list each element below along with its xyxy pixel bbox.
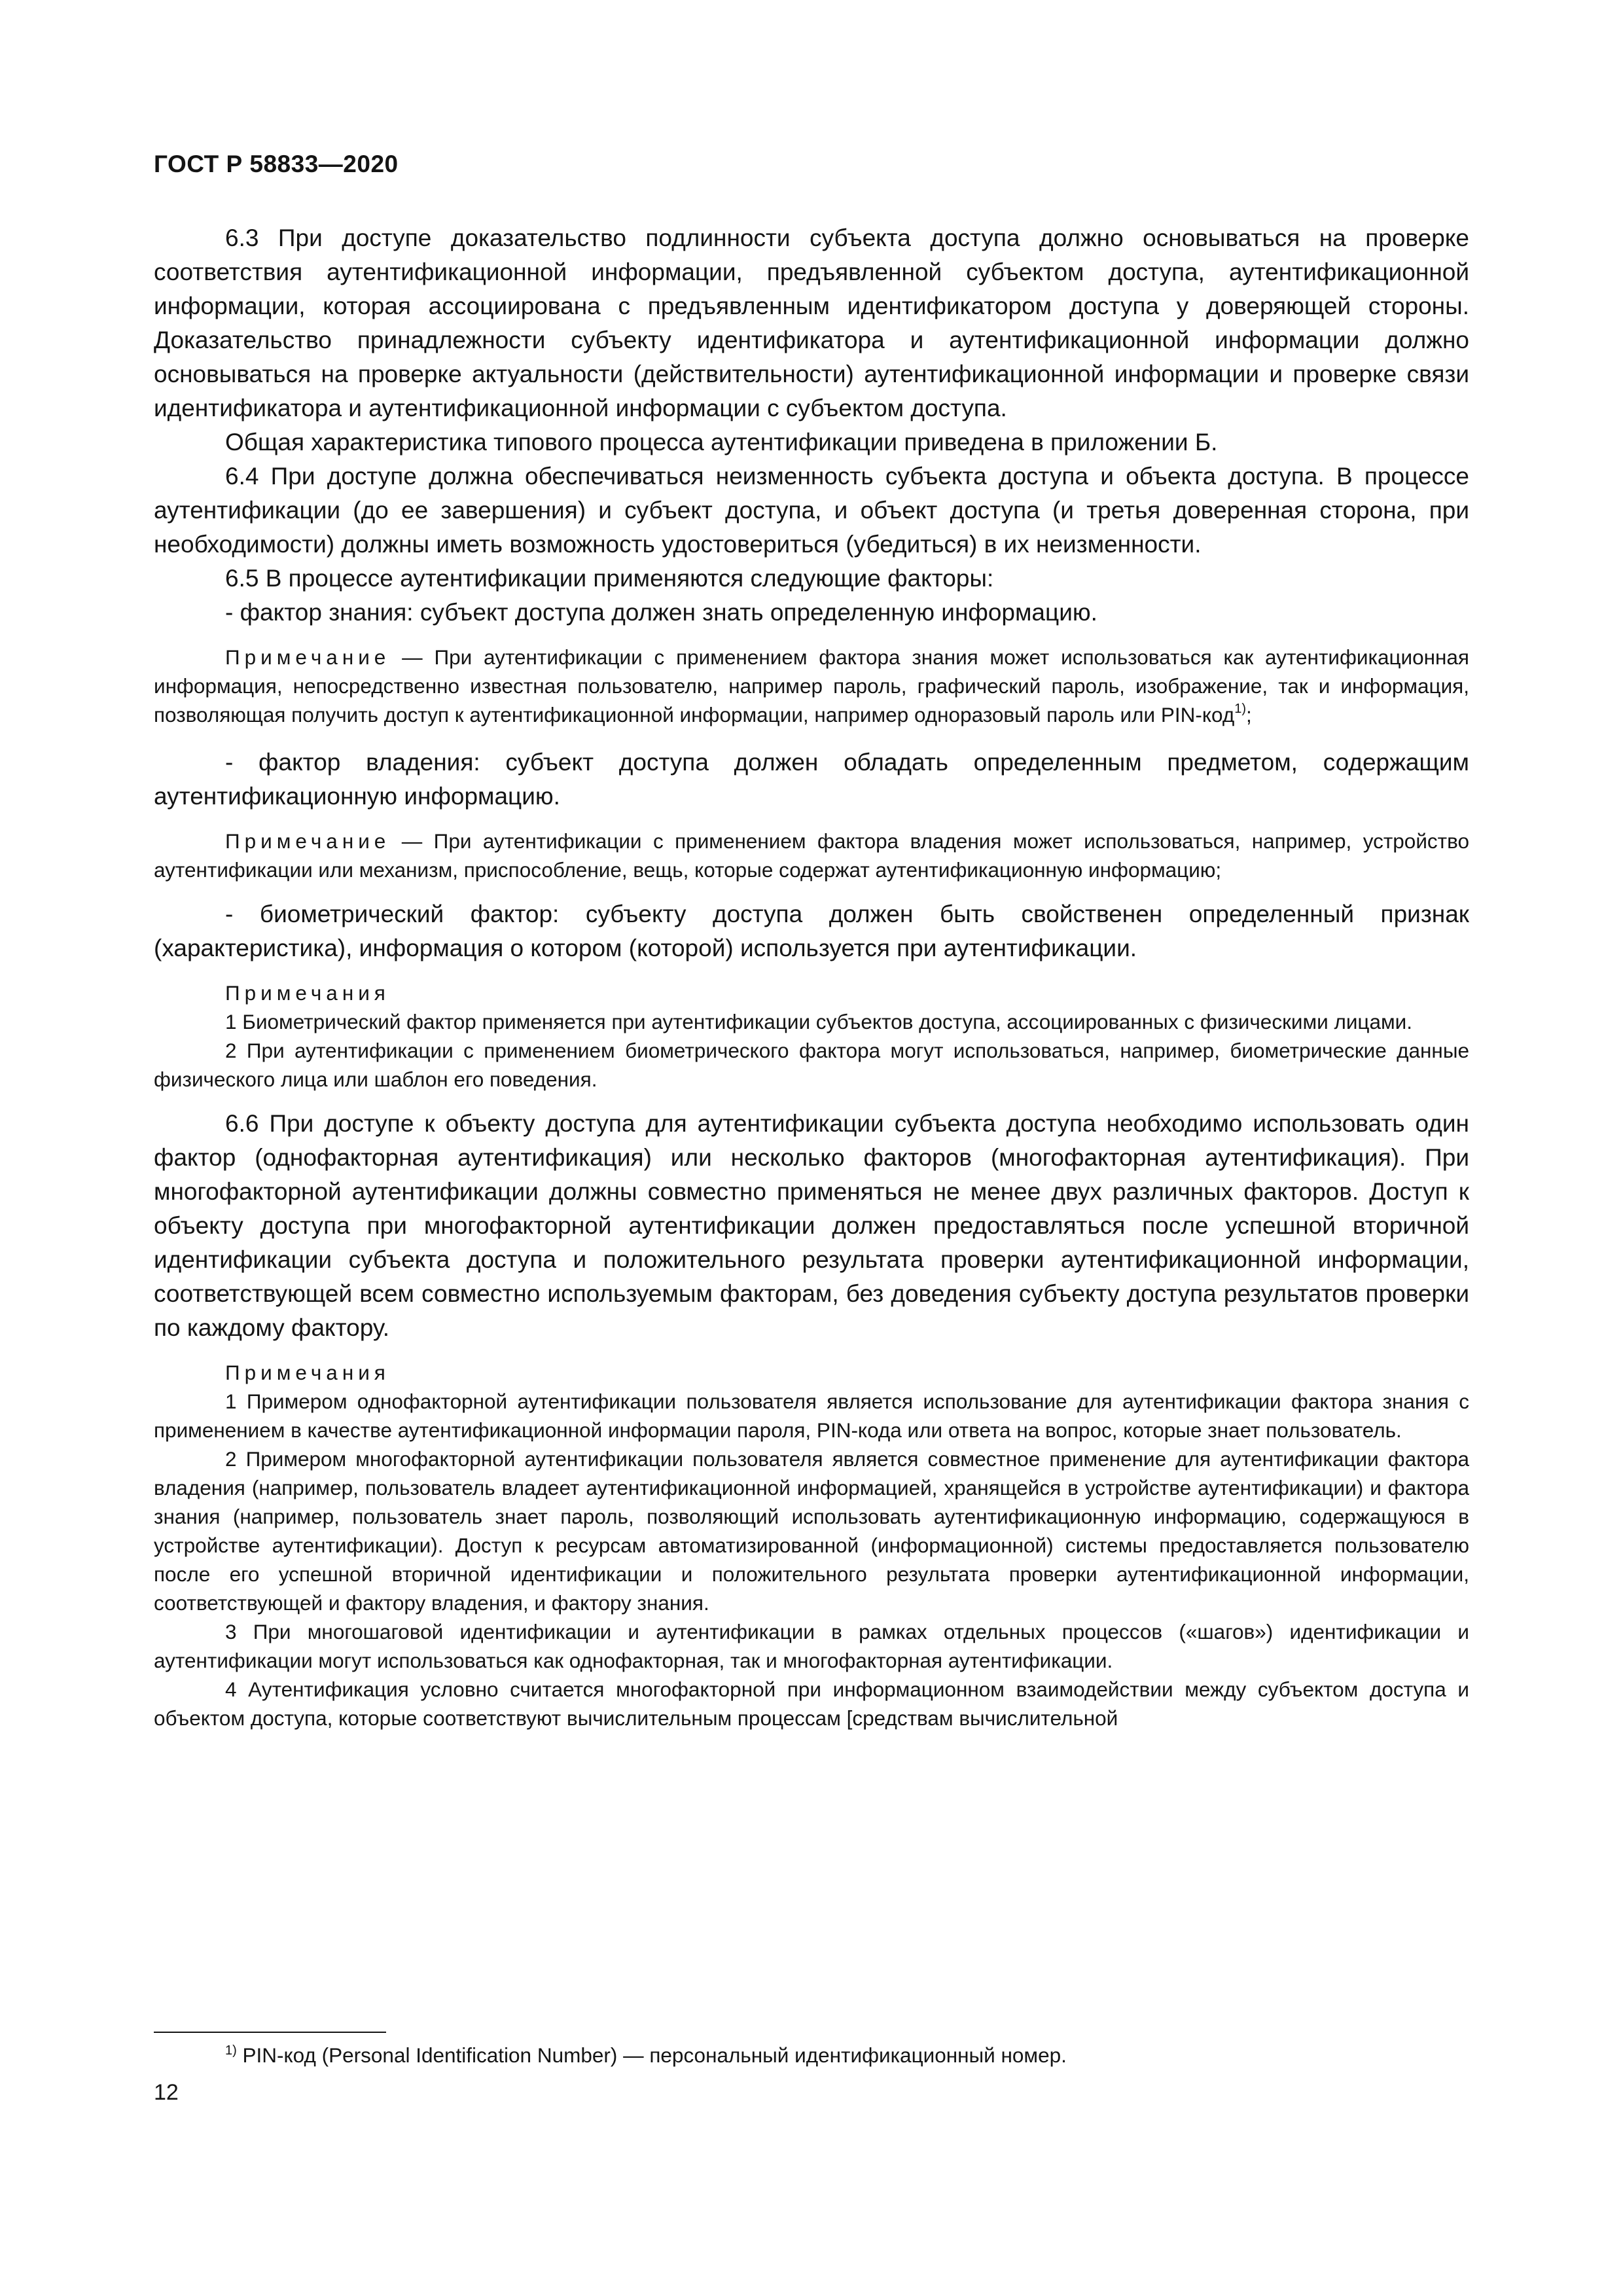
footnote [225, 2041, 1067, 2073]
note-label: Примечание [225, 829, 391, 853]
footnote-separator [154, 2032, 386, 2033]
list-item-possession-factor: - фактор владения: субъект доступа должен обладать определенным предметом, содержащим аутентификационную информацию. [154, 749, 1469, 810]
note-item: 2 При аутентификации с применением биометрического фактора могут использоваться, например, биометрические данные физического лица или шаблон его поведения. [154, 1039, 1469, 1091]
notes-label: Примечания [225, 1361, 390, 1384]
note-knowledge-factor [154, 643, 1469, 732]
list-item-knowledge-factor: - фактор знания: субъект доступа должен знать определенную информацию. [225, 599, 1097, 626]
note-item: 3 При многошаговой идентификации и аутентификации в рамках отдельных процессов («шагов») идентификации и аутентификации могут использоваться как однофакторная, так и многофакторная аутентификации. [154, 1620, 1469, 1672]
list-item-biometric-factor: - биометрический фактор: субъекту доступа должен быть свойственен определенный признак (характеристика), информация о котором (которой) используется при аутентификации. [154, 901, 1469, 961]
document-body [154, 221, 1469, 1732]
document-header: ГОСТ Р 58833—2020 [154, 151, 399, 177]
footnote-mark: 1) [225, 2043, 237, 2058]
note-text: — При аутентификации с применением фактора владения может использоваться, например, устройство аутентификации или механизм, приспособление, вещь, которые содержат аутентификационную информацию; [154, 829, 1469, 882]
footnote-text: PIN-код (Personal Identification Number) — персональный идентификационный номер. [236, 2043, 1067, 2067]
note-label: Примечание [225, 645, 391, 669]
page-number: 12 [154, 2080, 179, 2105]
paragraph-6-3: 6.3 При доступе доказательство подлинности субъекта доступа должно основываться на проверке соответствия аутентификационной информации, предъявленной субъектом доступа, аутентификационной информации, которая ассоциирована с предъявленным идентификатором доступа у доверяющей стороны. Доказательство принадлежности субъекту идентификатора и аутентификационной информации должно основываться на проверке актуальности (действительности) аутентификационной информации и проверке связи идентификатора и аутентификационной информации с субъектом доступа. [154, 224, 1469, 422]
note-tail: ; [1246, 703, 1252, 726]
note-item: 1 Примером однофакторной аутентификации пользователя является использование для аутентификации фактора знания с применением в качестве аутентификационной информации пароля, PIN-кода или ответа на вопрос, которые знает пользователь. [154, 1390, 1469, 1442]
paragraph-6-4: 6.4 При доступе должна обеспечиваться неизменность субъекта доступа и объекта доступа. В процессе аутентификации (до ее завершения) и субъект доступа, и объект доступа (и третья доверенная сторона, при необходимости) должны иметь возможность удостовериться (убедиться) в их неизменности. [154, 463, 1469, 558]
note-text: — При аутентификации с применением фактора знания может использоваться как аутентификационная информация, непосредственно известная пользователю, например пароль, графический пароль, изображение, так и информация, позволяющая получить доступ к аутентификационной информации, например одноразовый пароль или PIN-код [154, 645, 1469, 726]
note-possession-factor [154, 827, 1469, 884]
footnote-ref: 1) [1234, 702, 1247, 716]
notes-label: Примечания [225, 981, 390, 1005]
paragraph-6-5: 6.5 В процессе аутентификации применяются следующие факторы: [225, 565, 994, 592]
note-item: 4 Аутентификация условно считается многофакторной при информационном взаимодействии между субъектом доступа и объектом доступа, которые соответствуют вычислительным процессам [средствам вычислительной [154, 1677, 1469, 1730]
paragraph-annex-reference: Общая характеристика типового процесса аутентификации приведена в приложении Б. [225, 429, 1218, 456]
note-item: 2 Примером многофакторной аутентификации пользователя является совместное применение для аутентификации фактора владения (например, пользователь владеет аутентификационной информацией, хранящейся в устройстве аутентификации) и фактора знания (например, пользователь знает пароль, позволяющий использовать аутентификационную информацию, содержащуюся в устройстве аутентификации). Доступ к ресурсам автоматизированной (информационной) системы предоставляется пользователю после его успешной вторичной идентификации и положительного результата проверки аутентификационной информации, соответствующей и фактору владения, и фактору знания. [154, 1447, 1469, 1615]
note-item: 1 Биометрический фактор применяется при аутентификации субъектов доступа, ассоциированных с физическими лицами. [225, 1010, 1412, 1033]
paragraph-6-6: 6.6 При доступе к объекту доступа для аутентификации субъекта доступа необходимо использовать один фактор (однофакторная аутентификация) или несколько факторов (многофакторная аутентификация). При многофакторной аутентификации должны совместно применяться не менее двух различных факторов. Доступ к объекту доступа при многофакторной аутентификации должен предоставляться после успешной вторичной идентификации субъекта доступа и положительного результата проверки аутентификационной информации, соответствующей всем совместно используемым факторам, без доведения субъекту доступа результатов проверки по каждому фактору. [154, 1110, 1469, 1341]
